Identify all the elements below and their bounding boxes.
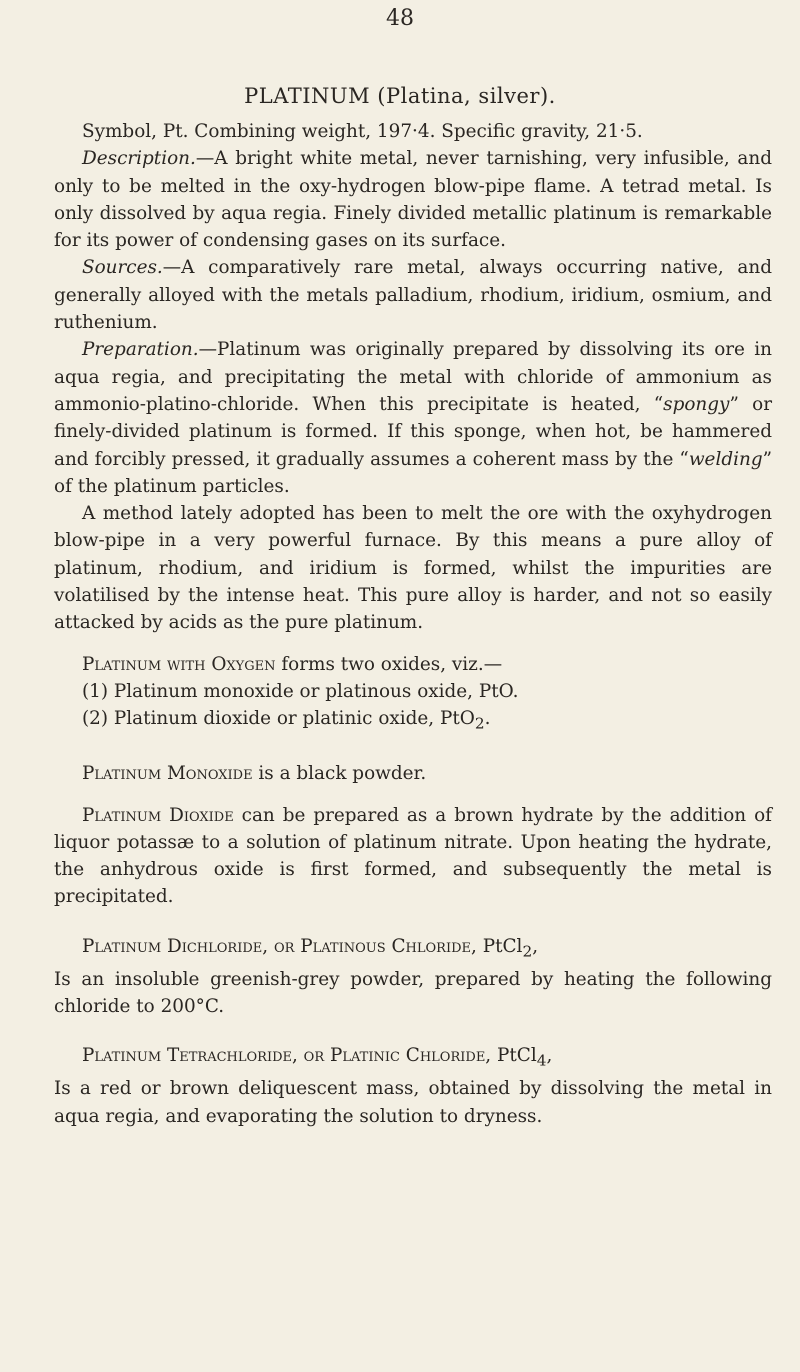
tetrachloride-heading-line bbox=[54, 1042, 772, 1075]
preparation-text-1: —Platinum was originally prepared by dissolving its ore in aqua regia, and precipitating the metal with chloride of ammonium as ammonio-platino-chloride. When this precipitate is heated, “ bbox=[54, 339, 772, 415]
description-text: —A bright white metal, never tarnishing, very infusible, and only to be melted in the oxy-hydrogen blow-pipe flame. A tetrad metal. Is only dissolved by aqua regia. Finely divided metallic platinum is remarkable for its power of condensing gases on its surface. bbox=[54, 148, 772, 252]
preparation-text-3: ” of the platinum particles. bbox=[54, 448, 772, 497]
monoxide-heading: Platinum Monoxide bbox=[82, 763, 253, 785]
oxygen-paragraph bbox=[54, 651, 772, 678]
method-paragraph: A method lately adopted has been to melt the ore with the oxyhydrogen blow-pipe in a very powerful furnace. By this means a pure alloy of platinum, rhodium, and iridium is formed, whilst the impurities are volatilised by the intense heat. This pure alloy is harder, and not so easily attacked by acids as the pure platinum. bbox=[54, 503, 772, 634]
dichloride-heading-line bbox=[54, 933, 772, 966]
dioxide-heading: Platinum Dioxide bbox=[82, 804, 234, 826]
page-body bbox=[54, 118, 772, 1130]
sources-paragraph bbox=[54, 254, 772, 336]
monoxide-text: is a black powder. bbox=[252, 763, 427, 785]
description-label: Description. bbox=[82, 148, 196, 170]
tetrachloride-end: , bbox=[546, 1045, 553, 1067]
dichloride-end: , bbox=[532, 935, 539, 957]
tetrachloride-paragraph: Is a red or brown deliquescent mass, obtained by dissolving the metal in aqua regia, and evaporating the solution to dryness. bbox=[54, 1078, 772, 1127]
page-number: 48 bbox=[386, 6, 414, 31]
sources-text: —A comparatively rare metal, always occurring native, and generally alloyed with the metals palladium, rhodium, iridium, osmium, and ruthenium. bbox=[54, 257, 772, 334]
tetrachloride-heading: Platinum Tetrachloride, or Platinic Chloride, bbox=[82, 1045, 492, 1067]
oxygen-text: forms two oxides, viz.— bbox=[275, 653, 503, 675]
oxide-2-subscript: 2 bbox=[474, 714, 485, 733]
dichloride-paragraph: Is an insoluble greenish-grey powder, prepared by heating the following chloride to 200°C. bbox=[54, 968, 772, 1017]
oxygen-heading: Platinum with Oxygen bbox=[82, 653, 276, 675]
page-title: PLATINUM (Platina, silver). bbox=[244, 84, 556, 108]
monoxide-paragraph bbox=[54, 760, 772, 787]
oxide-item-2 bbox=[54, 705, 772, 738]
dichloride-subscript: 2 bbox=[522, 942, 533, 961]
description-paragraph bbox=[54, 145, 772, 254]
preparation-text-2: ” or finely-divided platinum is formed. If this sponge, when hot, be hammered and forcibly pressed, it gradually assumes a coherent mass by the “ bbox=[54, 393, 772, 470]
symbol-paragraph: Symbol, Pt. Combining weight, 197·4. Specific gravity, 21·5. bbox=[82, 121, 643, 142]
sources-label: Sources. bbox=[82, 257, 163, 279]
preparation-paragraph bbox=[54, 336, 772, 500]
preparation-spongy: spongy bbox=[663, 393, 730, 415]
oxide-item-1: (1) Platinum monoxide or platinous oxide, PtO. bbox=[82, 680, 519, 702]
dichloride-formula: PtCl bbox=[476, 935, 523, 957]
oxide-2-end: . bbox=[484, 708, 491, 730]
tetrachloride-formula: PtCl bbox=[491, 1045, 537, 1067]
dichloride-heading: Platinum Dichloride, or Platinous Chloride, bbox=[82, 935, 477, 957]
oxide-2-text: (2) Platinum dioxide or platinic oxide, PtO bbox=[82, 708, 475, 730]
preparation-welding: welding bbox=[688, 448, 763, 470]
dioxide-paragraph bbox=[54, 802, 772, 911]
preparation-label: Preparation. bbox=[82, 339, 199, 361]
tetrachloride-subscript: 4 bbox=[536, 1051, 547, 1070]
dioxide-text: can be prepared as a brown hydrate by the addition of liquor potassæ to a solution of platinum nitrate. Upon heating the hydrate, the anhydrous oxide is first formed, and subsequently the metal is precipitated. bbox=[54, 804, 772, 908]
